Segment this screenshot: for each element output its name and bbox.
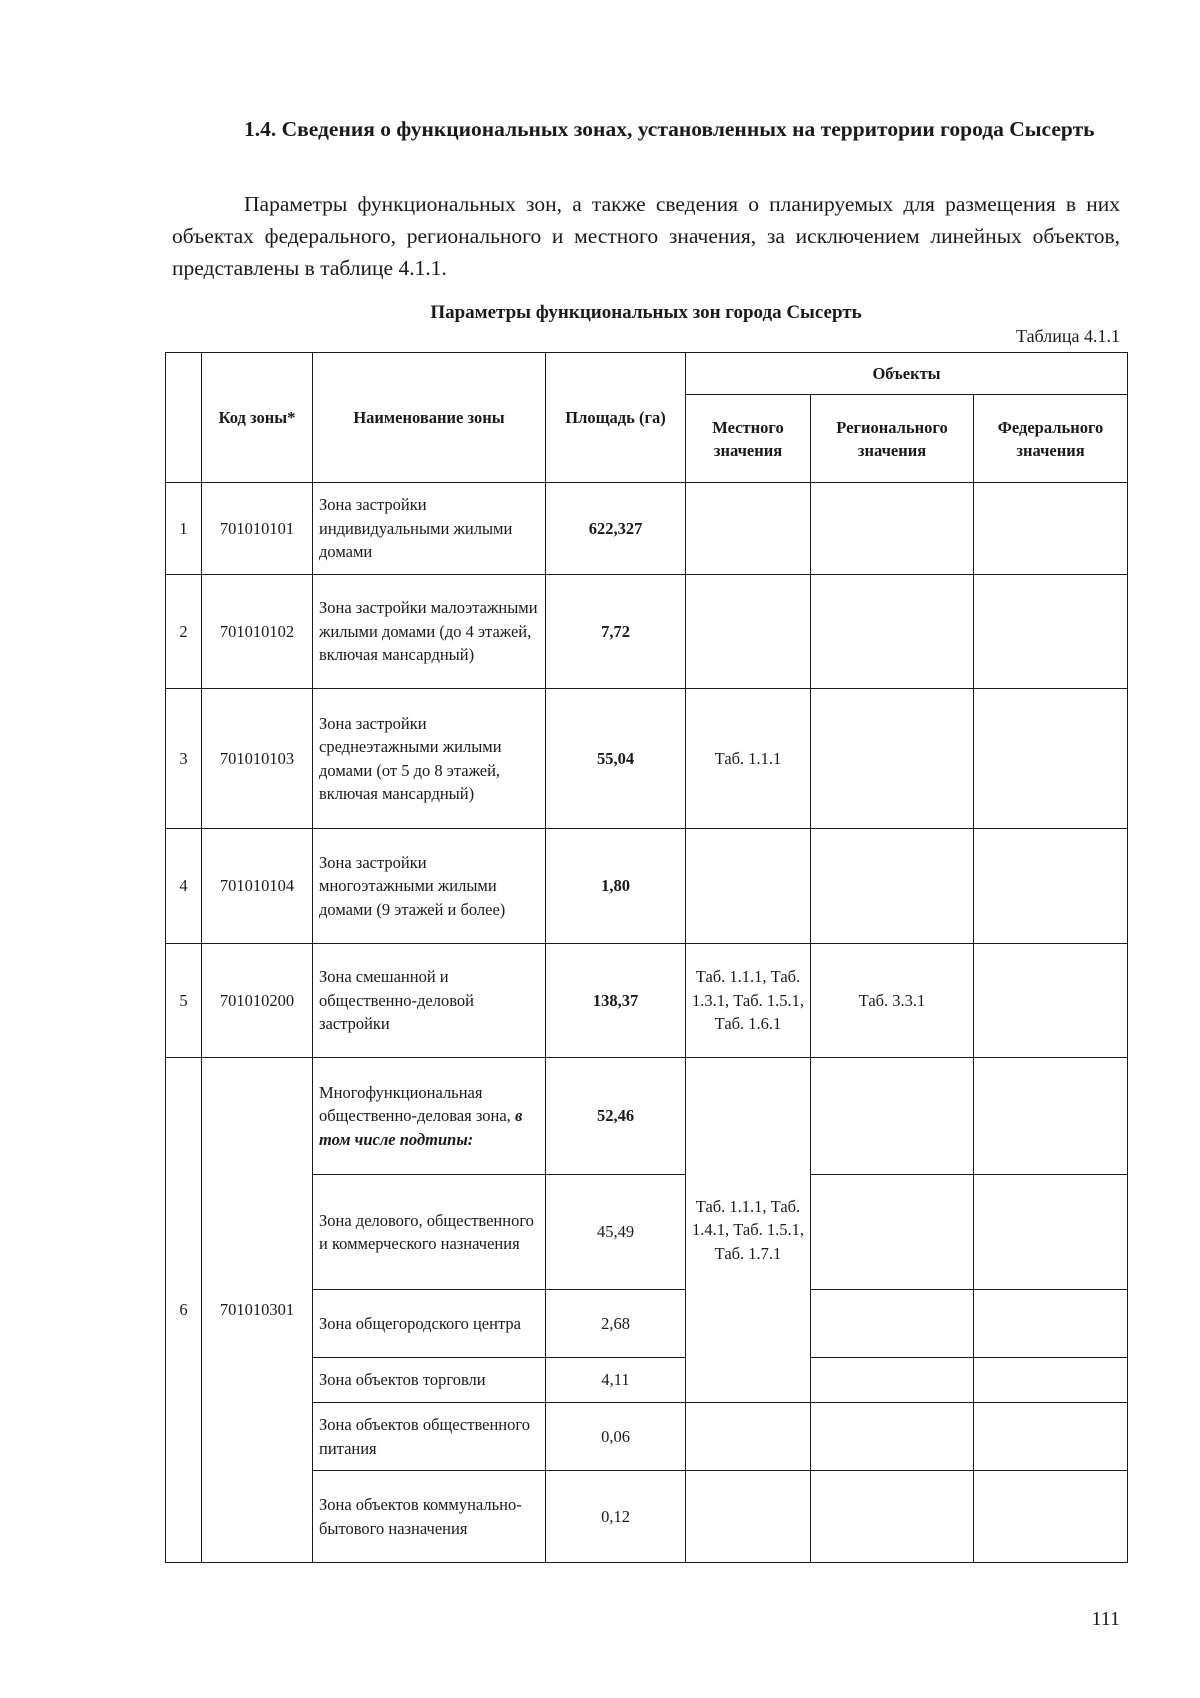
header-regional: Регионального значения (811, 395, 974, 483)
header-name: Наименование зоны (313, 353, 546, 483)
zone-regional (811, 483, 974, 575)
zone-local (686, 575, 811, 689)
subtype-name: Зона объектов коммунально-бытового назначения (313, 1471, 546, 1563)
row-num: 3 (166, 689, 202, 829)
subtype-name: Зона общегородского центра (313, 1290, 546, 1358)
zone-name: Зона застройки среднеэтажными жилыми домами (от 5 до 8 этажей, включая мансардный) (313, 689, 546, 829)
zone-name: Зона застройки многоэтажными жилыми домами (9 этажей и более) (313, 829, 546, 944)
zone-code: 701010301 (202, 1058, 313, 1563)
subtype-area: 4,11 (546, 1358, 686, 1403)
zone-federal (974, 1290, 1128, 1358)
header-num (166, 353, 202, 483)
zone-regional: Таб. 3.3.1 (811, 944, 974, 1058)
zone-regional (811, 1175, 974, 1290)
zone-code: 701010104 (202, 829, 313, 944)
table-title: Параметры функциональных зон города Сысерть (430, 302, 862, 323)
zone-area: 52,46 (546, 1058, 686, 1175)
zone-regional (811, 1471, 974, 1563)
zone-name: Зона застройки малоэтажными жилыми домами (до 4 этажей, включая мансардный) (313, 575, 546, 689)
zone-local: Таб. 1.1.1, Таб. 1.4.1, Таб. 1.5.1, Таб. 1.7.1 (686, 1058, 811, 1403)
zone-federal (974, 1175, 1128, 1290)
row-num: 2 (166, 575, 202, 689)
zone-name-emphasis: в том числе подтипы: (319, 1106, 523, 1149)
table-row (166, 944, 1128, 1058)
zones-table (165, 352, 1128, 1563)
zone-regional (811, 575, 974, 689)
zone-name (313, 1058, 546, 1175)
zone-federal (974, 1358, 1128, 1403)
subtype-name: Зона объектов торговли (313, 1358, 546, 1403)
zone-code: 701010103 (202, 689, 313, 829)
header-row-1 (166, 353, 1128, 395)
table-row (166, 483, 1128, 575)
header-objects: Объекты (686, 353, 1128, 395)
header-code: Код зоны* (202, 353, 313, 483)
section-heading: 1.4. Сведения о функциональных зонах, установленных на территории города Сысерть (244, 117, 1095, 141)
zone-name: Зона застройки индивидуальными жилыми домами (313, 483, 546, 575)
header-federal: Федерального значения (974, 395, 1128, 483)
row-num: 4 (166, 829, 202, 944)
zone-regional (811, 1403, 974, 1471)
zone-federal (974, 575, 1128, 689)
zone-code: 701010102 (202, 575, 313, 689)
header-local: Местного значения (686, 395, 811, 483)
zone-local (686, 1471, 811, 1563)
zone-area: 7,72 (546, 575, 686, 689)
zone-code: 701010200 (202, 944, 313, 1058)
zone-regional (811, 1358, 974, 1403)
table-row (166, 1058, 1128, 1175)
zone-code: 701010101 (202, 483, 313, 575)
subtype-name: Зона объектов общественного питания (313, 1403, 546, 1471)
row-num: 6 (166, 1058, 202, 1563)
table-row (166, 829, 1128, 944)
zone-federal (974, 1403, 1128, 1471)
subtype-area: 2,68 (546, 1290, 686, 1358)
zone-area: 622,327 (546, 483, 686, 575)
zone-federal (974, 1471, 1128, 1563)
zone-local (686, 1403, 811, 1471)
zone-local: Таб. 1.1.1 (686, 689, 811, 829)
header-area: Площадь (га) (546, 353, 686, 483)
zone-regional (811, 829, 974, 944)
subtype-name: Зона делового, общественного и коммерческого назначения (313, 1175, 546, 1290)
zone-area: 1,80 (546, 829, 686, 944)
subtype-area: 0,12 (546, 1471, 686, 1563)
zone-regional (811, 1290, 974, 1358)
zone-area: 138,37 (546, 944, 686, 1058)
zone-local: Таб. 1.1.1, Таб. 1.3.1, Таб. 1.5.1, Таб. 1.6.1 (686, 944, 811, 1058)
zone-federal (974, 689, 1128, 829)
intro-paragraph: Параметры функциональных зон, а также сведения о планируемых для размещения в них объектах федерального, регионального и местного значения, за исключением линейных объектов, представлены в таблице 4.1.1. (172, 192, 1120, 280)
row-num: 5 (166, 944, 202, 1058)
zone-name: Зона смешанной и общественно-деловой застройки (313, 944, 546, 1058)
zone-federal (974, 1058, 1128, 1175)
zone-local (686, 483, 811, 575)
table-number: Таблица 4.1.1 (1016, 326, 1120, 346)
table-row (166, 689, 1128, 829)
table-row (166, 575, 1128, 689)
page-number: 111 (1091, 1608, 1120, 1630)
zone-local (686, 829, 811, 944)
row-num: 1 (166, 483, 202, 575)
zone-federal (974, 829, 1128, 944)
zone-federal (974, 483, 1128, 575)
zone-federal (974, 944, 1128, 1058)
zone-regional (811, 689, 974, 829)
subtype-area: 45,49 (546, 1175, 686, 1290)
subtype-area: 0,06 (546, 1403, 686, 1471)
zone-regional (811, 1058, 974, 1175)
zone-area: 55,04 (546, 689, 686, 829)
zone-name-main: Многофункциональная общественно-деловая зона, (319, 1082, 511, 1126)
